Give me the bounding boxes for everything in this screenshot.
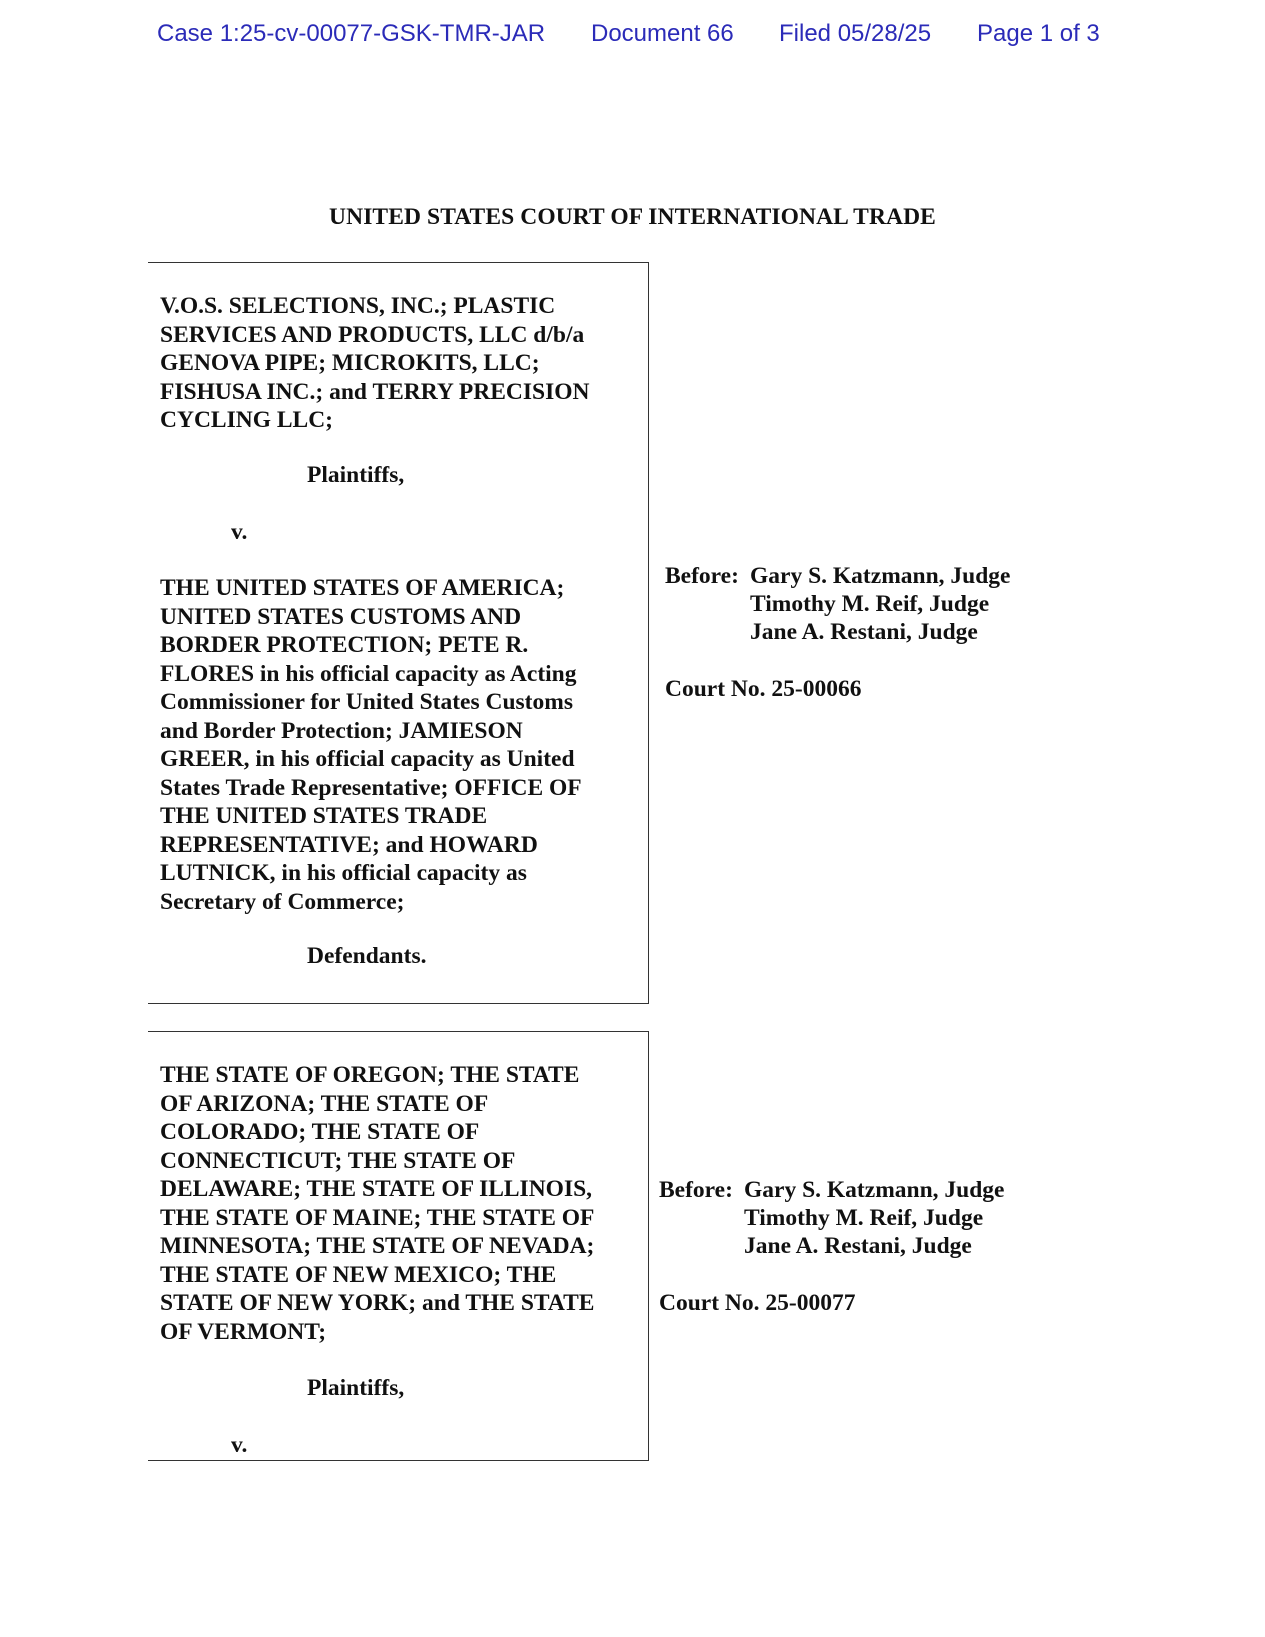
party-line: STATE OF NEW YORK; and THE STATE [160,1290,595,1316]
judge-name: Timothy M. Reif, Judge [744,1205,984,1231]
caption1-defendants-role: Defendants. [307,943,427,969]
party-line: THE UNITED STATES OF AMERICA; [160,575,565,601]
page-indicator: Page 1 of 3 [977,20,1100,47]
party-line: CONNECTICUT; THE STATE OF [160,1147,516,1174]
party-line: Commissioner for United States Customs [160,689,573,715]
party-line: States Trade Representative; OFFICE OF [160,774,582,801]
judge-name: Jane A. Restani, Judge [750,619,978,645]
caption1-plaintiffs-role: Plaintiffs, [307,462,405,488]
party-line: GENOVA PIPE; MICROKITS, LLC; [160,350,540,376]
party-line: V.O.S. SELECTIONS, INC.; PLASTIC [160,293,556,319]
party-line: THE STATE OF NEW MEXICO; THE [160,1261,557,1288]
party-line: BORDER PROTECTION; PETE R. [160,632,529,658]
party-line: THE STATE OF MAINE; THE STATE OF [160,1204,595,1231]
court-title: UNITED STATES COURT OF INTERNATIONAL TRADE [329,204,936,230]
party-line: FLORES in his official capacity as Acting [160,660,577,687]
party-line: OF VERMONT; [160,1318,327,1345]
party-line: MINNESOTA; THE STATE OF NEVADA; [160,1233,595,1259]
caption2-court-number: Court No. 25-00077 [659,1290,856,1316]
caption1-court-number: Court No. 25-00066 [665,676,862,702]
case-number: Case 1:25-cv-00077-GSK-TMR-JAR [157,20,546,47]
party-line: OF ARIZONA; THE STATE OF [160,1090,489,1117]
caption2-versus: v. [231,1432,248,1458]
judge-name: Timothy M. Reif, Judge [750,591,990,617]
judge-name: Gary S. Katzmann, Judge [750,563,1011,589]
party-line: Secretary of Commerce; [160,888,405,915]
party-line: SERVICES AND PRODUCTS, LLC d/b/a [160,321,585,348]
caption1-plaintiffs [160,292,630,435]
party-line: REPRESENTATIVE; and HOWARD [160,831,538,858]
party-line: THE UNITED STATES TRADE [160,803,488,829]
party-line: THE STATE OF OREGON; THE STATE [160,1062,580,1088]
party-line: and Border Protection; JAMIESON [160,717,523,744]
filed-date: Filed 05/28/25 [779,20,932,47]
caption1-versus: v. [231,519,248,545]
party-line: DELAWARE; THE STATE OF ILLINOIS, [160,1176,593,1202]
caption1-defendants [160,574,630,916]
party-line: UNITED STATES CUSTOMS AND [160,603,522,630]
before-label: Before: [659,1177,733,1203]
party-line: COLORADO; THE STATE OF [160,1119,480,1145]
party-line: FISHUSA INC.; and TERRY PRECISION [160,378,590,405]
party-line: LUTNICK, in his official capacity as [160,860,527,886]
caption2-plaintiffs [160,1061,630,1346]
before-label: Before: [665,563,739,589]
party-line: GREER, in his official capacity as United [160,746,575,772]
document-number: Document 66 [591,20,734,47]
judge-name: Gary S. Katzmann, Judge [744,1177,1005,1203]
caption2-plaintiffs-role: Plaintiffs, [307,1375,405,1401]
judge-name: Jane A. Restani, Judge [744,1233,972,1259]
party-line: CYCLING LLC; [160,407,334,433]
